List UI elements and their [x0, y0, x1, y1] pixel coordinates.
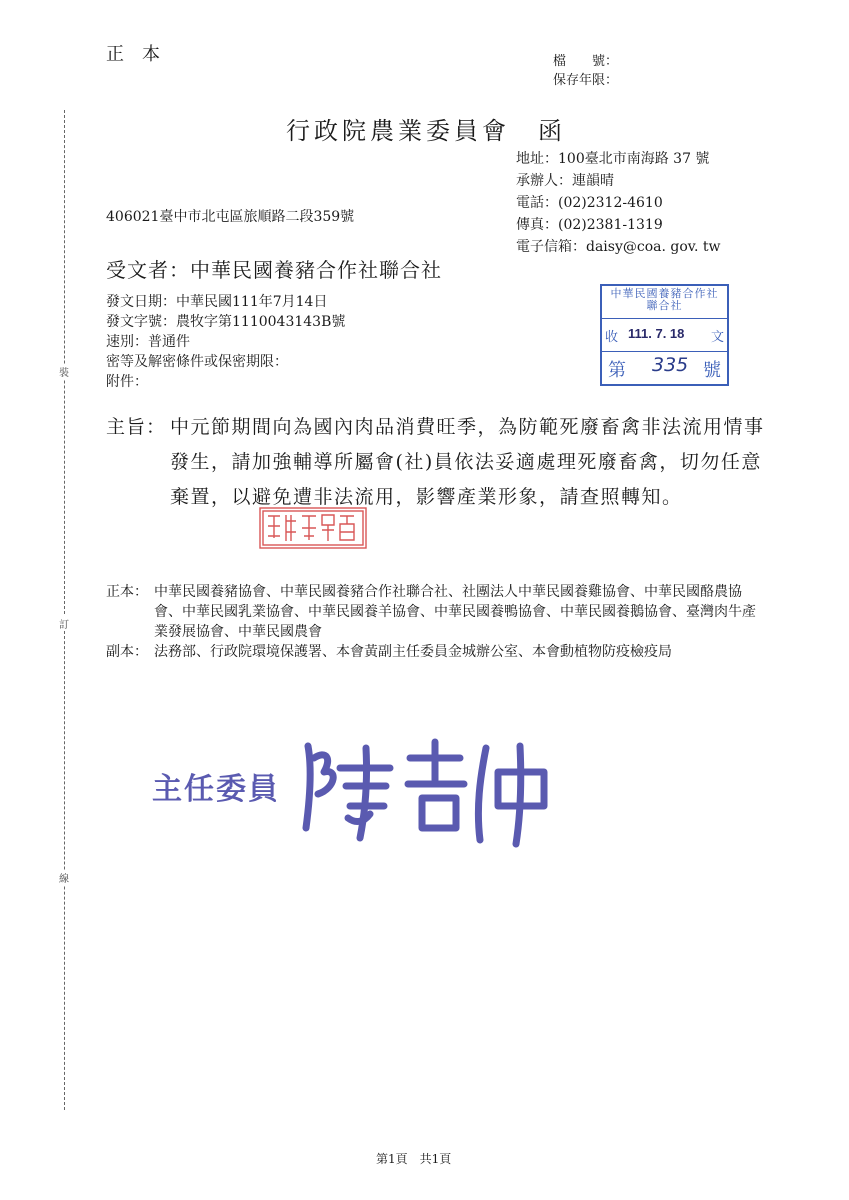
handwritten-signature [290, 728, 560, 848]
sender-phone: 電話：(02)2312-4610 [516, 195, 663, 211]
sender-fax: 傳真：(02)2381-1319 [516, 217, 663, 233]
copy-list: 法務部、行政院環境保護署、本會黃副主任委員金城辦公室、本會動植物防疫檢疫局 [154, 644, 672, 660]
stamp-received-label: 收 [605, 329, 619, 344]
recipient: 受文者：中華民國養豬合作社聯合社 [106, 258, 442, 282]
stamp-date-row [602, 318, 727, 352]
stamp-organization: 中華民國養豬合作社聯合社 [610, 288, 719, 312]
stamp-hao-label: 號 [703, 360, 721, 380]
archive-number-label: 檔 號： [553, 54, 619, 69]
sender-address: 地址：100臺北市南海路 37 號 [516, 151, 710, 167]
distribution [106, 582, 766, 662]
official-seal [258, 506, 368, 550]
sender-info [516, 148, 721, 258]
copy-type-label: 正本 [106, 44, 178, 65]
original-recipients [106, 582, 766, 642]
binding-mark-ding: 訂 [59, 616, 69, 631]
binding-mark-zhuang: 裝 [59, 364, 69, 379]
document-meta [106, 292, 345, 392]
archive-info [553, 52, 618, 90]
document-number: 發文字號：農牧字第1110043143B號 [106, 314, 346, 330]
confidentiality: 密等及解密條件或保密期限： [106, 354, 288, 370]
binding-line [64, 110, 65, 1110]
receipt-stamp [600, 284, 729, 386]
recipient-address: 406021臺中市北屯區旅順路二段359號 [106, 209, 355, 225]
issue-date: 發文日期：中華民國111年7月14日 [106, 294, 328, 310]
stamp-number: 335 [652, 354, 689, 376]
original-label: 正本： [106, 584, 148, 600]
subject-text: 中元節期間向為國內肉品消費旺季，為防範死廢畜禽非法流用情事發生，請加強輔導所屬會(社)員依法妥適處理死廢畜禽，切勿任意棄置，以避免遭非法流用，影響產業形象，請查照轉知。 [170, 416, 765, 508]
attachments: 附件： [106, 374, 148, 390]
subject-label: 主旨： [106, 416, 167, 438]
signature-title: 主任委員 [152, 772, 280, 807]
retention-period-label: 保存年限： [553, 73, 619, 88]
sender-handler: 承辦人：連韻晴 [516, 173, 614, 189]
stamp-di-label: 第 [608, 360, 626, 380]
delivery-speed: 速別：普通件 [106, 334, 190, 350]
document-title: 行政院農業委員會 函 [286, 117, 566, 145]
original-list: 中華民國養豬協會、中華民國養豬合作社聯合社、社團法人中華民國養雞協會、中華民國酪農協會、中華民國乳業協會、中華民國養羊協會、中華民國養鴨協會、中華民國養鵝協會、臺灣肉牛產業發展協會、中華民國農會 [154, 584, 756, 640]
copy-label: 副本： [106, 644, 148, 660]
sender-email: 電子信箱：daisy@coa. gov. tw [516, 239, 721, 255]
stamp-wen-label: 文 [710, 329, 724, 344]
stamp-date: 111. 7. 18 [628, 326, 685, 341]
page-footer: 第1頁 共1頁 [376, 1152, 452, 1166]
copy-recipients [106, 642, 766, 662]
binding-mark-xian: 線 [59, 870, 69, 885]
